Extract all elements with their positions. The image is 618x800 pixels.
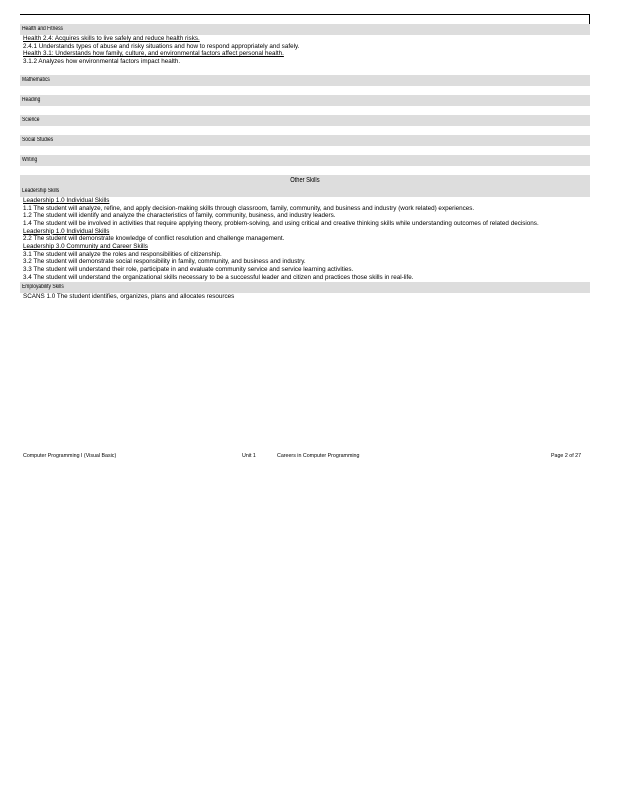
footer-unit: Unit 1 xyxy=(242,453,256,459)
leadership-item-1-2: 1.2 The student will identify and analyze the characteristics of family, community, business, and industry leaders. xyxy=(23,212,336,220)
leadership-item-3-1: 3.1 The student will analyze the roles and responsibilities of citizenship. xyxy=(23,250,222,258)
leadership-standard-1: Leadership 1.0 Individual Skills xyxy=(23,196,110,204)
leadership-item-1-1: 1.1 The student will analyze, refine, and apply decision-making skills through classroom, family, community, and business and industry (work related) experiences. xyxy=(23,204,475,212)
section-writing-header: Writing xyxy=(20,155,590,166)
leadership-standard-1b: Leadership 1.0 Individual Skills xyxy=(23,227,110,235)
top-border xyxy=(20,14,590,24)
leadership-item-1-4: 1.4 The student will be involved in activities that require applying theory, problem-solving, and using critical and creative thinking skills while understanding outcomes of related decisions. xyxy=(23,219,539,227)
leadership-standard-3: Leadership 3.0 Community and Career Skills xyxy=(23,243,148,251)
leadership-item-3-4: 3.4 The student will understand the organizational skills necessary to be a successful leader and citizen and practices those skills in real-life. xyxy=(23,273,414,281)
health-standard-3-1: Health 3.1: Understands how family, culture, and environmental factors affect personal health. xyxy=(23,50,284,58)
leadership-item-2-2: 2.2 The student will demonstrate knowledge of conflict resolution and challenge management. xyxy=(23,235,285,243)
section-health-header: Health and Fitness xyxy=(20,24,590,35)
section-leadership-header: Leadership Skills xyxy=(20,186,590,197)
health-standard-2-4: Health 2.4: Acquires skills to live safely and reduce health risks. xyxy=(23,35,200,42)
section-mathematics-header: Mathematics xyxy=(20,75,590,86)
footer-unit-title: Careers in Computer Programming xyxy=(277,453,360,459)
document-body xyxy=(20,14,590,300)
health-item-3-1-2: 3.1.2 Analyzes how environmental factors impact health. xyxy=(23,58,181,66)
health-item-2-4-1: 2.4.1 Understands types of abuse and risky situations and how to respond appropriately and safely. xyxy=(23,42,300,50)
section-social-studies-header: Social Studies xyxy=(20,135,590,146)
leadership-item-3-2: 3.2 The student will demonstrate social responsibility in family, community, and business and industry. xyxy=(23,258,306,266)
leadership-item-3-3: 3.3 The student will understand their role, participate in and evaluate community service and service learning activities. xyxy=(23,266,354,274)
section-science-header: Science xyxy=(20,115,590,126)
footer-course: Computer Programming I (Visual Basic) xyxy=(23,453,117,459)
employability-scans-1: SCANS 1.0 The student identifies, organizes, plans and allocates resources xyxy=(23,292,235,300)
section-reading-header: Reading xyxy=(20,95,590,106)
section-other-skills-header: Other Skills xyxy=(20,175,590,186)
section-employability-header: Employability Skills xyxy=(20,282,590,293)
footer-page-number: Page 2 of 27 xyxy=(551,453,582,459)
